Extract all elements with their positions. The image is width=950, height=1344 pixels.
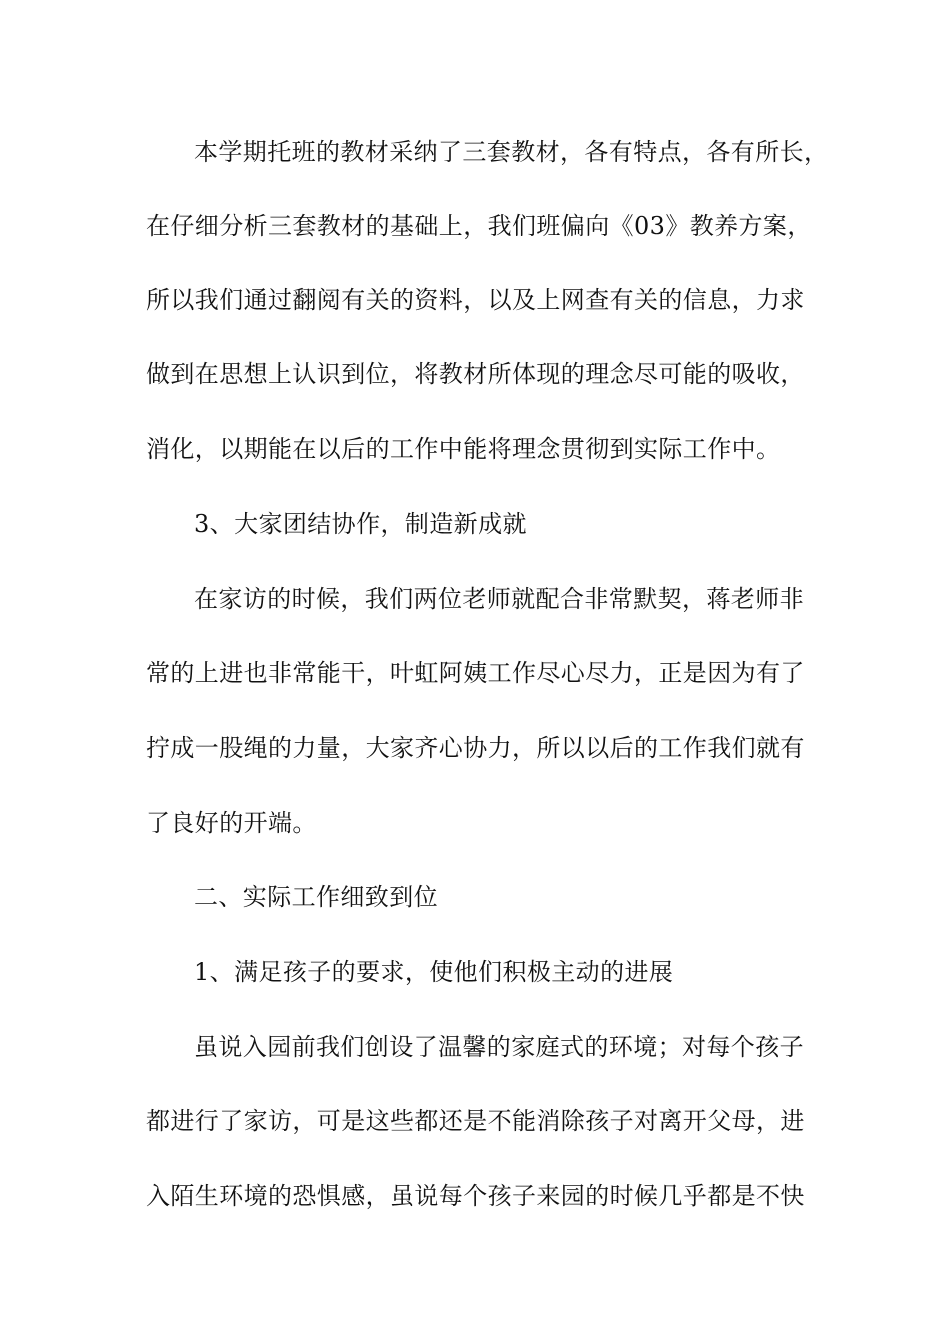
- paragraph-line: 在家访的时候，我们两位老师就配合非常默契，蒋老师非: [194, 585, 804, 613]
- paragraph-line: 拧成一股绳的力量，大家齐心协力，所以以后的工作我们就有: [146, 734, 805, 762]
- paragraph-line: 都进行了家访，可是这些都还是不能消除孩子对离开父母，进: [146, 1107, 805, 1135]
- paragraph-line: 常的上进也非常能干，叶虹阿姨工作尽心尽力，正是因为有了: [146, 659, 805, 687]
- section-heading: 3、大家团结协作，制造新成就: [194, 510, 527, 538]
- paragraph-line: 本学期托班的教材采纳了三套教材，各有特点，各有所长，: [194, 138, 829, 166]
- paragraph-line: 入陌生环境的恐惧感，虽说每个孩子来园的时候几乎都是不快: [146, 1182, 805, 1210]
- paragraph-line: 在仔细分析三套教材的基础上，我们班偏向《03》教养方案，: [146, 212, 812, 240]
- section-heading: 1、满足孩子的要求，使他们积极主动的进展: [194, 958, 674, 986]
- paragraph-line: 做到在思想上认识到位，将教材所体现的理念尽可能的吸收，: [146, 360, 805, 388]
- paragraph-line: 了良好的开端。: [146, 809, 317, 837]
- paragraph-line: 虽说入园前我们创设了温馨的家庭式的环境；对每个孩子: [194, 1033, 804, 1061]
- paragraph-line: 所以我们通过翻阅有关的资料，以及上网查有关的信息，力求: [146, 286, 805, 314]
- section-heading: 二、实际工作细致到位: [194, 883, 438, 911]
- paragraph-line: 消化，以期能在以后的工作中能将理念贯彻到实际工作中。: [146, 435, 781, 463]
